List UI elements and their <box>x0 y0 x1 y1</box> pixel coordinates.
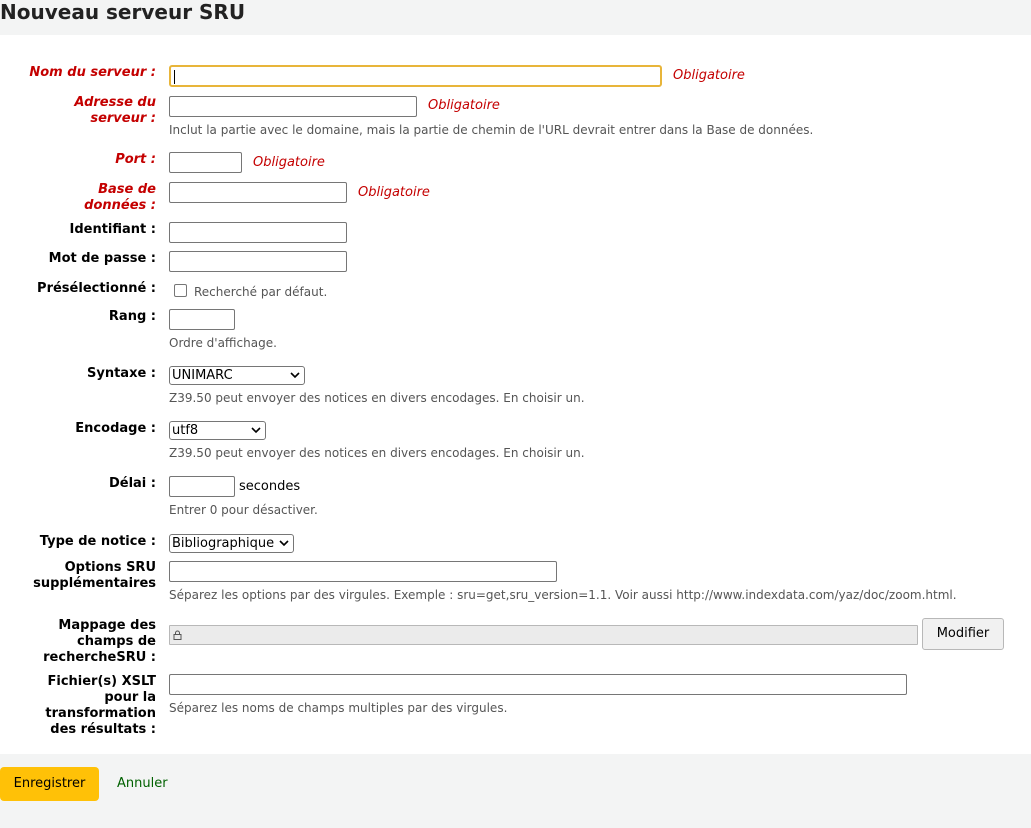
mappage-label <box>0 618 156 666</box>
xslt-label-line2: pour la <box>104 690 156 705</box>
identifiant-input[interactable] <box>169 222 347 243</box>
options-sru-label <box>0 560 156 592</box>
rang-hint: Ordre d'affichage. <box>169 336 277 350</box>
xslt-label-line3: transformation <box>45 706 156 721</box>
options-sru-label-line1: Options SRU <box>64 560 156 575</box>
lock-icon <box>173 630 182 640</box>
options-sru-hint: Séparez les options par des virgules. Exemple : sru=get,sru_version=1.1. Voir aussi http://www.indexdata.com/yaz/doc/zoom.html. <box>169 588 957 602</box>
base-label <box>0 182 156 214</box>
mappage-label-line3: rechercheSRU : <box>43 650 156 665</box>
xslt-label <box>0 674 156 738</box>
adresse-label-line2: serveur : <box>90 111 156 126</box>
xslt-hint: Séparez les noms de champs multiples par des virgules. <box>169 701 508 715</box>
delai-unit: secondes <box>239 479 301 494</box>
adresse-hint: Inclut la partie avec le domaine, mais la partie de chemin de l'URL devrait entrer dans la Base de données. <box>169 123 814 137</box>
base-required: Obligatoire <box>358 185 430 200</box>
type-notice-selected-value: Bibliographique <box>172 536 275 551</box>
preselection-checkbox-label: Recherché par défaut. <box>194 285 328 299</box>
port-required: Obligatoire <box>253 155 325 170</box>
encodage-label: Encodage : <box>75 421 156 436</box>
syntaxe-label: Syntaxe : <box>86 366 156 381</box>
mappage-label-line2: champs de <box>77 634 156 649</box>
syntaxe-hint: Z39.50 peut envoyer des notices en divers encodages. En choisir un. <box>169 391 585 405</box>
encodage-hint: Z39.50 peut envoyer des notices en divers encodages. En choisir un. <box>169 446 585 460</box>
save-button[interactable]: Enregistrer <box>0 767 99 801</box>
xslt-label-line4: des résultats : <box>50 722 156 737</box>
chevron-down-icon <box>251 425 261 435</box>
xslt-label-line1: Fichier(s) XSLT <box>47 674 156 689</box>
page-title: Nouveau serveur SRU <box>0 0 246 24</box>
adresse-label-line1: Adresse du <box>74 95 156 110</box>
text-cursor <box>174 70 175 84</box>
cancel-link[interactable]: Annuler <box>117 776 168 791</box>
rang-label: Rang : <box>108 309 156 324</box>
base-label-line1: Base de <box>98 182 156 197</box>
mappage-label-line1: Mappage des <box>58 618 156 633</box>
mot-de-passe-label: Mot de passe : <box>48 251 156 266</box>
type-notice-select[interactable] <box>169 534 294 553</box>
modifier-button[interactable]: Modifier <box>922 618 1004 650</box>
rang-input[interactable] <box>169 309 235 330</box>
options-sru-label-line2: supplémentaires <box>33 576 156 591</box>
preselection-label: Présélectionné : <box>37 281 156 296</box>
type-notice-label: Type de notice : <box>39 534 156 549</box>
adresse-input[interactable] <box>169 96 417 117</box>
preselection-checkbox[interactable] <box>174 284 187 297</box>
mappage-readonly-field <box>169 625 918 645</box>
options-sru-input[interactable] <box>169 561 557 582</box>
chevron-down-icon <box>290 370 300 380</box>
syntaxe-select[interactable] <box>169 366 305 385</box>
delai-input[interactable] <box>169 476 235 497</box>
syntaxe-selected-value: UNIMARC <box>172 368 233 383</box>
identifiant-label: Identifiant : <box>69 222 156 237</box>
nom-serveur-required: Obligatoire <box>673 68 745 83</box>
chevron-down-icon <box>279 538 289 548</box>
delai-label: Délai : <box>108 476 156 491</box>
nom-serveur-label: Nom du serveur : <box>29 65 156 80</box>
port-input[interactable] <box>169 152 242 173</box>
xslt-input[interactable] <box>169 674 907 695</box>
base-input[interactable] <box>169 182 347 203</box>
delai-hint: Entrer 0 pour désactiver. <box>169 503 318 517</box>
adresse-required: Obligatoire <box>428 98 500 113</box>
port-label: Port : <box>115 152 156 167</box>
base-label-line2: données : <box>84 198 156 213</box>
encodage-selected-value: utf8 <box>172 423 199 438</box>
nom-serveur-input[interactable] <box>169 65 662 87</box>
mot-de-passe-input[interactable] <box>169 251 347 272</box>
adresse-label <box>0 95 156 127</box>
encodage-select[interactable] <box>169 421 266 440</box>
